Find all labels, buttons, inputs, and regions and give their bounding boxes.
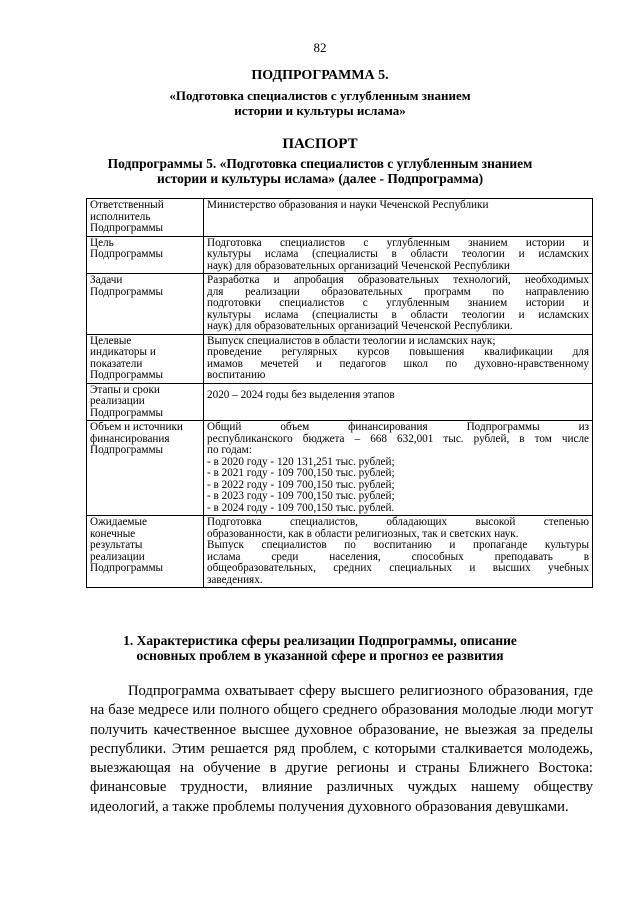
passport-row-label (87, 334, 204, 383)
passport-value-line: - в 2021 году - 109 700,150 тыс. рублей; (207, 467, 395, 479)
passport-label-line: Целевые (90, 334, 132, 347)
passport-label-line: Подпрограммы (90, 222, 164, 234)
passport-label-line: Подпрограммы (90, 369, 164, 381)
passport-label-line: Подпрограммы (90, 248, 164, 260)
passport-row (87, 199, 593, 237)
section-paragraph (90, 682, 593, 817)
passport-value-line: Подготовка специалистов, обладающих высокой степенью (207, 516, 589, 528)
passport-label-line: финансирования (90, 432, 170, 445)
passport-value-line: подготовки специалистов с углубленным знанием истории и (207, 297, 589, 309)
passport-label-line: Цель (90, 236, 114, 249)
passport-value-line: образованности, как в области религиозных, так и светских наук. (207, 527, 519, 540)
passport-value-line: Выпуск специалистов по воспитанию и пропаганде культуры (207, 539, 589, 551)
passport-value-line: ислама среди населения, способных преподавать в (207, 550, 589, 563)
passport-value-line: по годам: (207, 444, 252, 456)
passport-row-value (204, 236, 593, 274)
passport-value-line: республиканского бюджета – 668 632,001 тыс. рублей, в том числе (207, 432, 589, 445)
passport-row-value (204, 383, 593, 421)
passport-value-line: 2020 – 2024 годы без выделения этапов (207, 388, 395, 401)
passport-row (87, 236, 593, 274)
passport-label-line: Подпрограммы (90, 444, 164, 456)
passport-row (87, 516, 593, 588)
passport-row-value (204, 421, 593, 516)
subprogram-heading: ПОДПРОГРАММА 5. (251, 68, 389, 83)
subprogram-title-line: «Подготовка специалистов с углубленным знанием (169, 88, 471, 103)
passport-row (87, 334, 593, 383)
passport-label-line: Ответственный (90, 199, 164, 211)
passport-label-line: реализации (90, 550, 145, 563)
section-heading (0, 633, 640, 663)
passport-value-line: имамов мечетей и педагогов школ по духовно-нравственному (207, 357, 589, 370)
section-heading-line: основных проблем в указанной сфере и прогноз ее развития (136, 648, 504, 663)
passport-value-line: - в 2023 году - 109 700,150 тыс. рублей; (207, 490, 395, 502)
passport-subtitle-line: истории и культуры ислама» (далее - Подпрограмма) (156, 171, 484, 186)
passport-subtitle-line: Подпрограммы 5. «Подготовка специалистов с углубленным знанием (107, 156, 533, 171)
passport-label-line: показатели (90, 357, 143, 370)
passport-row-label (87, 274, 204, 335)
passport-value-line: - в 2022 году - 109 700,150 тыс. рублей; (207, 478, 395, 491)
passport-label-line: Этапы и сроки (90, 383, 160, 396)
passport-value-line: - в 2024 году - 109 700,150 тыс. рублей. (207, 501, 395, 514)
passport-label-line: Подпрограммы (90, 285, 164, 298)
passport-value-line: воспитанию (207, 369, 266, 381)
passport-value-line: наук) для образовательных организаций Чеченской Республики (207, 259, 510, 272)
passport-row-value (204, 199, 593, 237)
passport-value-line: культуры ислама (специалисты в области теологии и исламских (207, 248, 589, 260)
passport-value-line: заведениях. (207, 573, 263, 586)
passport-row-label (87, 516, 204, 588)
page-number: 82 (313, 40, 327, 55)
passport-row (87, 274, 593, 335)
section-heading-line: 1. Характеристика сферы реализации Подпрограммы, описание (123, 633, 517, 648)
passport-label-line: индикаторы и (90, 346, 156, 358)
passport-row-value (204, 516, 593, 588)
passport-label-line: Объем и источники (90, 421, 183, 433)
passport-value-line: Подготовка специалистов с углубленным знанием истории и (207, 236, 589, 249)
passport-row-label (87, 236, 204, 274)
passport-label-line: реализации (90, 395, 145, 407)
passport-row-label (87, 383, 204, 421)
passport-label-line: исполнитель (90, 210, 151, 223)
passport-subtitle (0, 156, 640, 186)
passport-label-line: Подпрограммы (90, 406, 164, 419)
passport-label-line: результаты (90, 539, 143, 551)
passport-row (87, 421, 593, 516)
passport-label-line: конечные (90, 527, 136, 540)
subprogram-title-line: истории и культуры ислама» (234, 103, 406, 118)
passport-row-value (204, 274, 593, 335)
passport-label-line: Подпрограммы (90, 562, 164, 574)
passport-row-value (204, 334, 593, 383)
passport-label-line: Ожидаемые (90, 516, 147, 528)
passport-row (87, 383, 593, 421)
passport-row-label (87, 199, 204, 237)
passport-value-line: - в 2020 году - 120 131,251 тыс. рублей; (207, 455, 395, 468)
passport-value-line: для реализации образовательных программ по направлению (207, 285, 589, 298)
passport-value-line: культуры ислама (специалисты в области теологии и исламских (207, 308, 589, 321)
passport-value-line: Министерство образования и науки Чеченской Республики (207, 199, 489, 211)
passport-row-label (87, 421, 204, 516)
passport-label-line: Задачи (90, 274, 123, 286)
section-paragraph-text: Подпрограмма охватывает сферу высшего религиозного образования, где на базе медресе или полного общего среднего образования молодые люди могут получить качественное высшее духовное образование, не выезжая за пределы республики. Этим решается ряд проблем, с которыми сталкивается молодежь, выезжающая на обучение в другие регионы и страны Ближнего Востока: финансовые трудности, влияние различных чуждых нашему обществу идеологий, а также проблемы получения духовного образования девушками. (90, 683, 593, 815)
passport-value-line: общеобразовательных, средних специальных и высших учебных (207, 562, 589, 574)
passport-value-line: наук) для образовательных организаций Чеченской Республики. (207, 320, 513, 332)
passport-value-line: Выпуск специалистов в области теологии и исламских наук; (207, 334, 496, 347)
passport-value-line: Общий объем финансирования Подпрограммы из (207, 421, 589, 433)
passport-value-line: Разработка и апробация образовательных технологий, необходимых (207, 274, 589, 286)
passport-table (86, 198, 593, 588)
passport-heading: ПАСПОРТ (282, 136, 358, 152)
subprogram-title (0, 88, 640, 118)
passport-value-line: проведение регулярных курсов повышения квалификации для (207, 346, 589, 358)
